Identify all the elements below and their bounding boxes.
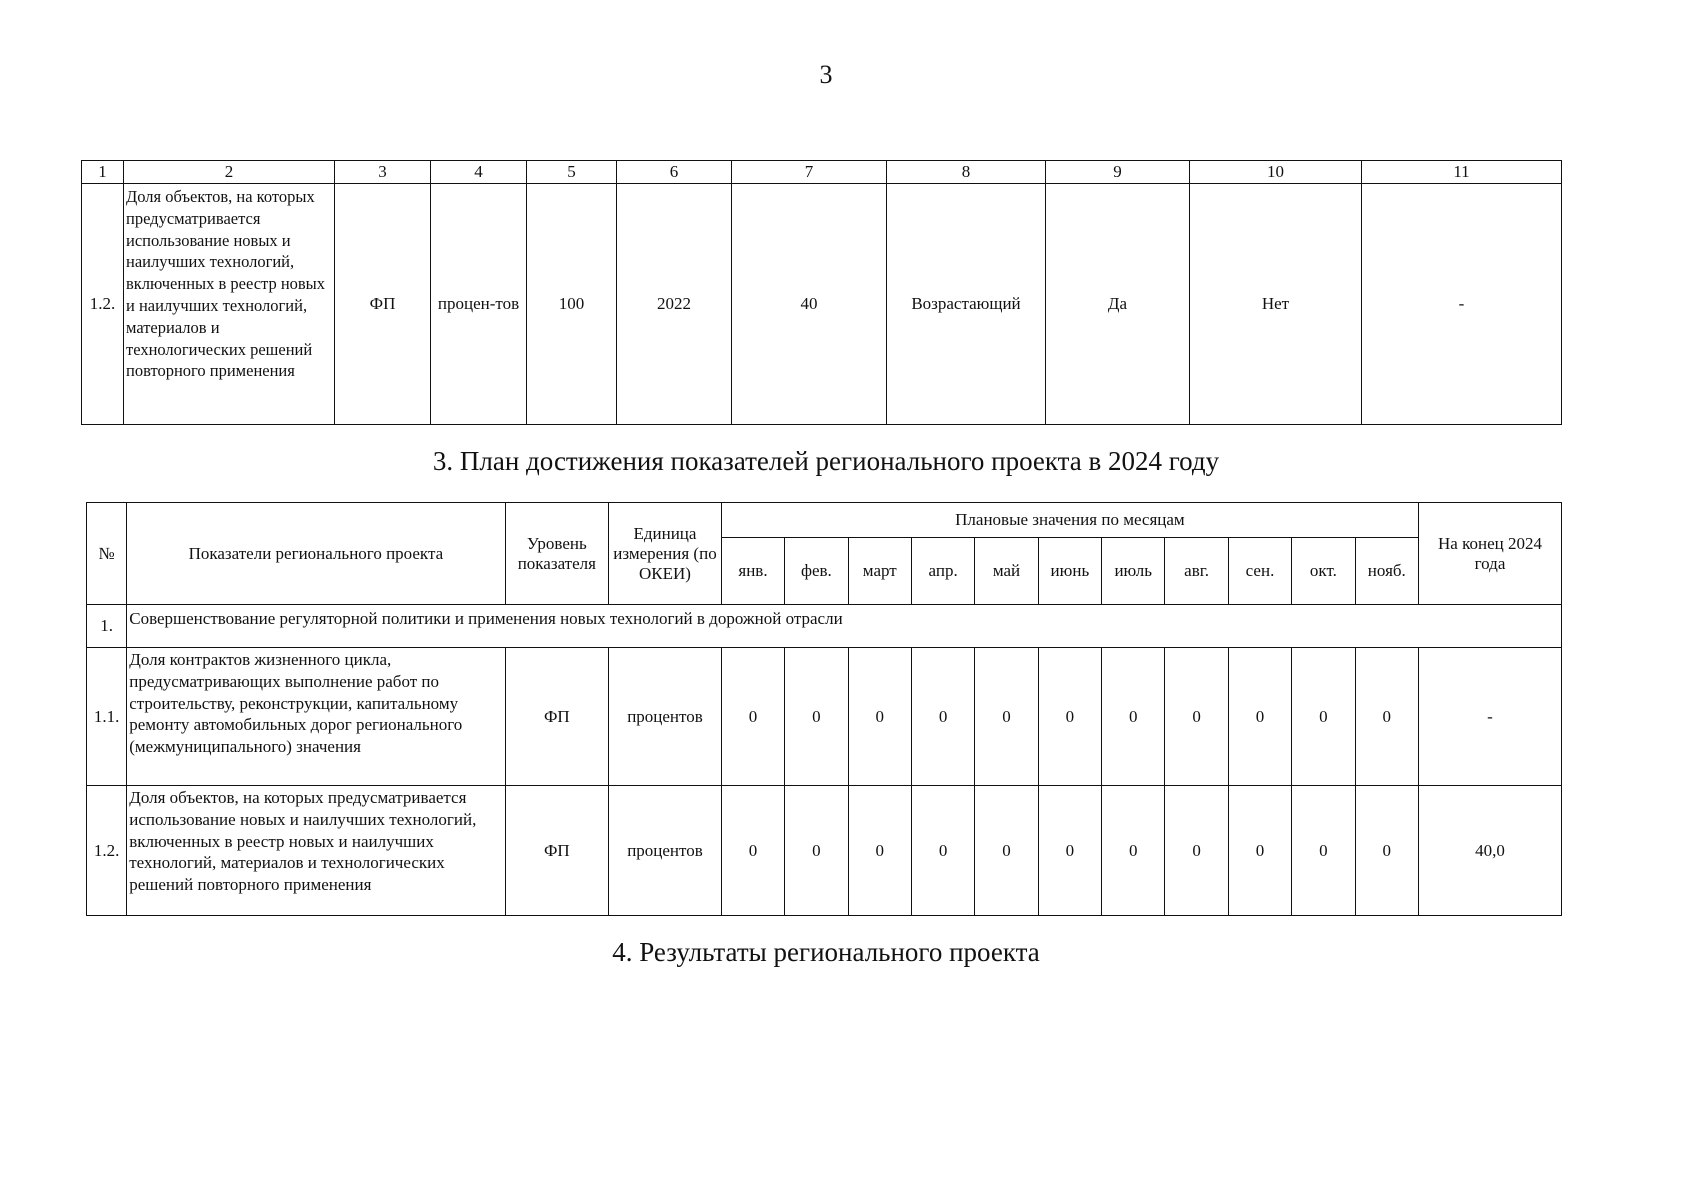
- month-value: 0: [1165, 786, 1228, 916]
- table-row: [82, 184, 1562, 425]
- month-value: 0: [1038, 648, 1101, 786]
- year-end-value: -: [1419, 648, 1562, 786]
- column-number: 11: [1362, 161, 1562, 184]
- month-value: 0: [1292, 786, 1355, 916]
- month-value: 0: [721, 786, 784, 916]
- month-value: 0: [1292, 648, 1355, 786]
- unit-cell: процентов: [609, 648, 722, 786]
- month-header: янв.: [721, 538, 784, 605]
- indicators-table-continued: [81, 160, 1562, 425]
- column-number: 4: [431, 161, 527, 184]
- indicator-level: ФП: [505, 786, 609, 916]
- section-title: 4. Результаты регионального проекта: [612, 937, 1040, 967]
- month-header: март: [848, 538, 911, 605]
- month-value: 0: [1355, 786, 1418, 916]
- plan-table: [86, 502, 1562, 916]
- month-value: 0: [785, 786, 848, 916]
- trend-cell: Возрастающий: [887, 184, 1046, 425]
- month-value: 0: [848, 648, 911, 786]
- table-row: [87, 786, 1562, 916]
- row-number: 1.2.: [87, 786, 127, 916]
- indicator-level: ФП: [505, 648, 609, 786]
- page-number: 3: [819, 60, 833, 89]
- month-header: июль: [1102, 538, 1165, 605]
- column-number: 3: [335, 161, 431, 184]
- column-number-row: [82, 161, 1562, 184]
- month-value: 0: [1038, 786, 1101, 916]
- header-row: [87, 503, 1562, 538]
- month-header: фев.: [785, 538, 848, 605]
- month-value: 0: [911, 648, 974, 786]
- column-number: 5: [527, 161, 617, 184]
- value-cell: 40: [732, 184, 887, 425]
- header-num: №: [87, 503, 127, 605]
- column-number: 9: [1046, 161, 1190, 184]
- month-value: 0: [911, 786, 974, 916]
- section-title: 3. План достижения показателей регионального проекта в 2024 году: [432, 446, 1220, 476]
- indicator-name: Доля объектов, на которых предусматривается использование новых и наилучших технологий, включенных в реестр новых и наилучших технологий, материалов и технологических решений повторного применения: [127, 786, 505, 916]
- month-header: июнь: [1038, 538, 1101, 605]
- column-number: 6: [617, 161, 732, 184]
- group-number: 1.: [87, 605, 127, 648]
- table-row: [87, 648, 1562, 786]
- month-header: май: [975, 538, 1038, 605]
- month-value: 0: [1228, 786, 1291, 916]
- base-year: 2022: [617, 184, 732, 425]
- unit-cell: процентов: [609, 786, 722, 916]
- month-value: 0: [1102, 786, 1165, 916]
- indicator-name: Доля контрактов жизненного цикла, предусматривающих выполнение работ по строительству, реконструкции, капитальному ремонту автомобильных дорог регионального (межмуниципального) значения: [127, 648, 505, 786]
- month-value: 0: [1165, 648, 1228, 786]
- header-level: Уровень показателя: [505, 503, 609, 605]
- month-value: 0: [785, 648, 848, 786]
- month-header: апр.: [911, 538, 974, 605]
- empty-value-cell: -: [1362, 184, 1562, 425]
- row-number: 1.2.: [82, 184, 124, 425]
- column-number: 1: [82, 161, 124, 184]
- month-value: 0: [975, 648, 1038, 786]
- month-value: 0: [1228, 648, 1291, 786]
- column-number: 8: [887, 161, 1046, 184]
- month-header: нояб.: [1355, 538, 1418, 605]
- month-header: сен.: [1228, 538, 1291, 605]
- header-unit: Единица измерения (по ОКЕИ): [609, 503, 722, 605]
- month-value: 0: [1102, 648, 1165, 786]
- column-number: 2: [124, 161, 335, 184]
- month-value: 0: [721, 648, 784, 786]
- header-monthly: Плановые значения по месяцам: [721, 503, 1418, 538]
- month-header: авг.: [1165, 538, 1228, 605]
- indicator-name: Доля объектов, на которых предусматривается использование новых и наилучших технологий, включенных в реестр новых и наилучших технологий, материалов и технологических решений повторного применения: [124, 184, 335, 425]
- month-value: 0: [848, 786, 911, 916]
- month-value: 0: [975, 786, 1038, 916]
- base-value: 100: [527, 184, 617, 425]
- group-row: [87, 605, 1562, 648]
- month-value: 0: [1355, 648, 1418, 786]
- column-number: 7: [732, 161, 887, 184]
- flag-cell: Да: [1046, 184, 1190, 425]
- unit-cell: процен-тов: [431, 184, 527, 425]
- column-number: 10: [1190, 161, 1362, 184]
- month-header: окт.: [1292, 538, 1355, 605]
- header-year-end: На конец 2024 года: [1419, 503, 1562, 605]
- year-end-value: 40,0: [1419, 786, 1562, 916]
- flag-cell: Нет: [1190, 184, 1362, 425]
- header-indicators: Показатели регионального проекта: [127, 503, 505, 605]
- group-title: Совершенствование регуляторной политики и применения новых технологий в дорожной отрасли: [127, 605, 1562, 648]
- row-number: 1.1.: [87, 648, 127, 786]
- indicator-level: ФП: [335, 184, 431, 425]
